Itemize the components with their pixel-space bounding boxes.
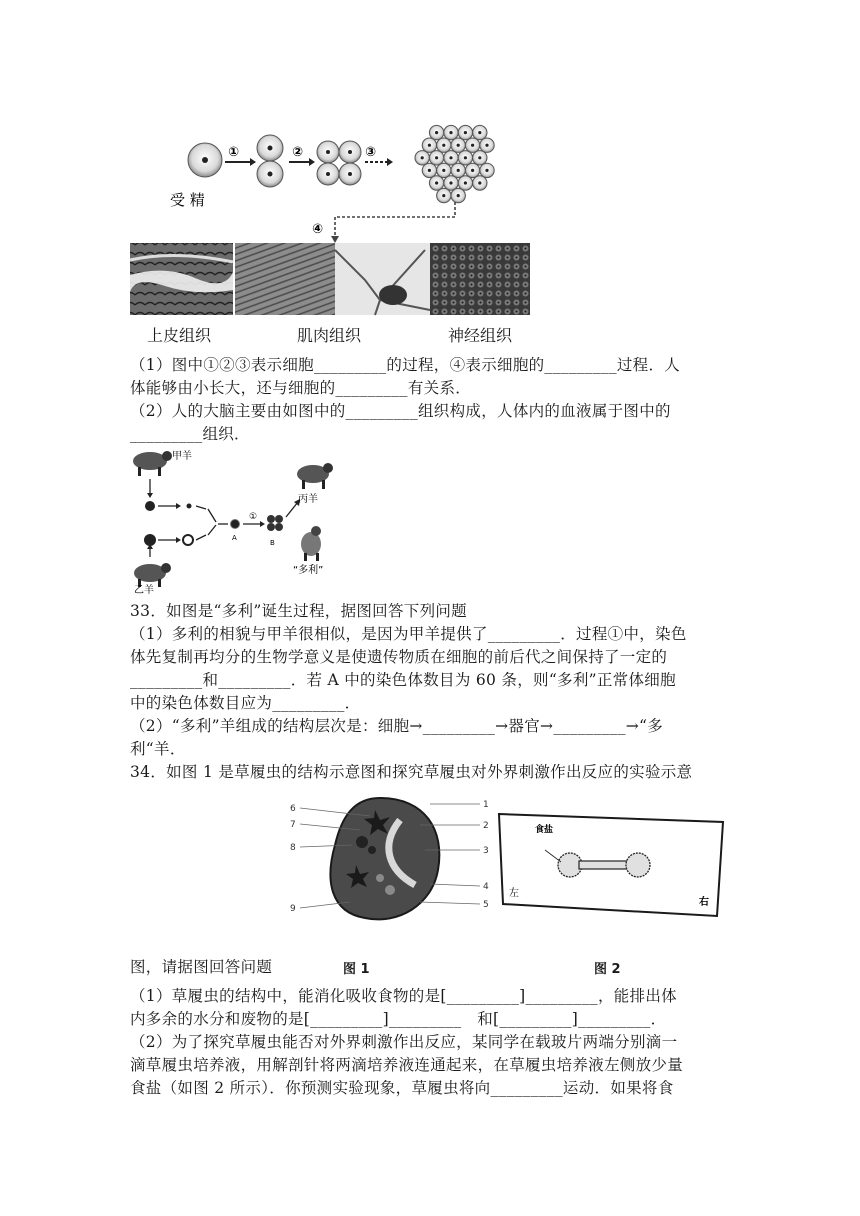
para-label-4: 4 [483,882,489,892]
para-label-7: 7 [290,820,296,830]
paramecium-figure [280,790,490,930]
fig2-caption: 图 2 [594,962,621,977]
para-label-8: 8 [290,843,296,853]
sheep-c-label: 丙羊 [298,494,318,505]
two-cell-stage [257,135,283,187]
q34-line7: 食盐（如图 2 所示）．你预测实验现象，草履虫将向_________运动．如果将食 [130,1079,674,1097]
para-label-1: 1 [483,800,489,810]
q34-line6: 滴草履虫培养液，用解剖针将两滴培养液连通起来，在草履虫培养液左侧放少量 [130,1056,684,1074]
q34-title: 34．如图 1 是草履虫的结构示意图和探究草履虫对外界刺激作出反应的实验示意 [130,763,693,781]
q34-line2: 图，请据图回答问题 [130,958,273,976]
q33-line7: 利“羊． [130,740,186,758]
embryo-b-cells [267,515,283,531]
para-label-3: 3 [483,846,489,856]
salt-label: 食盐 [535,825,554,835]
fertilization-label: 受 精 [170,191,205,209]
sheep-a-label: 甲羊 [172,451,192,462]
muscle-tissue-label: 肌肉组织 [297,326,362,345]
embryo-b-label: B [270,539,275,547]
question-cell-part1-line2: 体能够由小长大，还与细胞的_________有关系． [130,379,472,397]
question-cell-part2-line2: _________组织． [130,425,250,443]
process-1-label: ① [249,512,258,522]
cell-development-figure [125,100,535,345]
step-1-label: ① [228,145,240,160]
q33-line6: （2）“多利”羊组成的结构层次是：细胞→_________→器官→_________→“多 [130,717,664,735]
q33-line4: _________和_________．若 A 中的染色体数目为 60 条，则“多利”正常体细胞 [130,671,676,689]
fig1-caption: 图 1 [343,962,370,977]
step-4-label: ④ [312,222,324,237]
sheep-b-icon [134,563,171,587]
slide-right-label: 右 [699,897,709,908]
embryo-a-label: A [232,534,237,542]
q33-line5: 中的染色体数目应为_________． [130,694,361,712]
fertilized-egg-cell [188,143,222,177]
q33-title: 33．如图是“多利”诞生过程，据图回答下列问题 [130,602,467,620]
four-cell-stage [317,141,361,185]
question-cell-part1-line1: （1）图中①②③表示细胞_________的过程，④表示细胞的_________过程．人 [130,356,681,374]
epithelial-tissue-image [130,243,233,315]
dolly-label: “多利” [293,565,324,576]
salt-slide-figure [495,810,727,920]
epithelial-tissue-label: 上皮组织 [147,326,212,345]
q33-line3: 体先复制再均分的生物学意义是使遗传物质在细胞的前后代之间保持了一定的 [130,648,668,666]
q34-line5: （2）为了探究草履虫能否对外界刺激作出反应，某同学在载玻片两端分别滴一 [130,1033,678,1051]
para-label-2: 2 [483,821,489,831]
para-label-6: 6 [290,804,296,814]
q33-line2: （1）多利的相貌与甲羊很相似，是因为甲羊提供了_________．过程①中，染色 [130,625,687,643]
sheep-a-icon [133,451,172,476]
para-label-9: 9 [290,904,296,914]
step-3-label: ③ [365,145,377,160]
q34-line4: 内多余的水分和废物的是[_________]_________ 和[_________]_________． [130,1010,667,1028]
question-cell-part2-line1: （2）人的大脑主要由如图中的_________组织构成，人体内的血液属于图中的 [130,402,671,420]
q34-line3: （1）草履虫的结构中，能消化吸收食物的是[_________]_________，能排出体 [130,987,677,1005]
connective-tissue-image [430,243,530,315]
para-label-5: 5 [483,900,489,910]
sheep-b-label: 乙羊 [134,585,154,595]
nervous-tissue-label: 神经组织 [448,326,513,345]
dolly-cloning-figure [128,447,353,595]
nervous-tissue-image [335,243,430,315]
sheep-c-icon [297,463,333,489]
dolly-sheep-icon [301,526,321,561]
slide-left-label: 左 [509,888,519,899]
multicellular-cluster [415,125,494,202]
muscle-tissue-image [235,243,335,315]
step-2-label: ② [292,145,304,160]
